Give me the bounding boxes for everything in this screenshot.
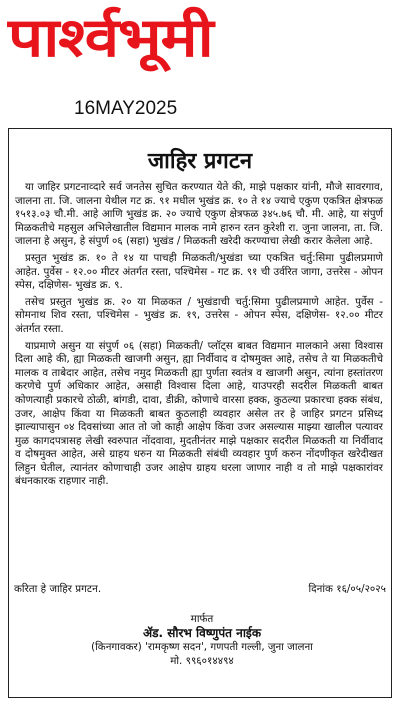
advocate-footer	[0, 612, 404, 668]
notice-title: जाहिर प्रगटन	[147, 148, 253, 174]
notice-paragraph: याप्रमाणे असुन या संपुर्ण ०६ (सहा) मिळकती/ प्लॉट्स बाबत विद्यमान मालकाने असा विश्वास दिला आहे की, ह्या मिळकती खाजगी असुन, ह्या निर्वीवाद व दोषमुक्त आहे, तसेच ते या मिळकतीचे मालक व ताबेदार आहेत, तसेच नमुद मिळकती ह्या पुर्णता स्वतंत्र व खाजगी असुन, त्यांना हस्तांतरण करणेचे पुर्ण अधिकार आहेत, असाही विश्वास दिला आहे, याउपरही सदरील मिळकती बाबत कोणत्याही प्रकारचे ठोळी, बांगडी, दावा, डीक्री, कोणाचे वारसा हक्क, कुठल्या प्रकारचा हक्क संबंध, उजर, आक्षेप किंवा या मिळकती बाबत कुठलाही व्यवहार असेल तर हे जाहिर प्रगटन प्रसिध्द झाल्यापासुन ०४ दिवसांच्या आत तो जो काही आक्षेप किंवा उजर असल्यास माझ्या खालील पत्यावर मुळ कागदपत्रासह लेखी स्वरुपात नोंदवावा, मुदतीनंतर माझे पक्षकार सदरील मिळकती या निर्वीवाद व दोषमुक्त आहेत, असे ग्राहय धरुन या मिळकती संबंधी व्यवहार पुर्ण करुन नोंदणीकृत खरेदीखत लिहुन घेतील, त्यानंतर कोणाचाही उजर आक्षेप ग्राहय धरला जाणार नाही व तो माझे पक्षकारांवर बंधनकारक राहणार नाही.	[15, 339, 383, 488]
closing-text: करिता हे जाहिर प्रगटन.	[14, 583, 102, 595]
advocate-mobile: मो. ९९६०१४४९४	[170, 655, 234, 667]
notice-paragraph: तसेच प्रस्तुत भुखंड क्र. २० या मिळकत / भुखंडाची चर्तु:सिमा पुढीलप्रमाणे आहेत. पुर्वेस - सोमनाथ शिव रस्ता, पश्चिमेस - भुखंड क्र. १९, उत्तरेस - ओपन स्पेस, दक्षिणेस- १२.०० मीटर अंतर्गत रस्ता.	[15, 295, 383, 335]
through-label: मार्फत	[190, 613, 214, 625]
notice-paragraph: या जाहिर प्रगटनाव्दारे सर्व जनतेस सुचित करण्यात येते की, माझे पक्षकार यांनी, मौजे सावरगाव, जालना ता. जि. जालना येथील गट क्र. ९१ मधील भुखंड क्र. १० ते १४ ज्याचे एकुण एकत्रित क्षेत्रफळ १५१३.०३ चौ.मी. आहे आणि भुखंड क्र. २० ज्याचे एकुण क्षेत्रफळ ३४५.७६ चौ. मी. आहे, या संपुर्ण मिळकतीचे महसुल अभिलेखातील विद्यमान मालक नामे हारुन रतन कुरेशी रा. जुना जालना, ता. जि. जालना हे असुन, हे संपुर्ण ०६ (सहा) भुखंड / मिळकती खरेदी करण्याचा लेखी करार केलेला आहे.	[15, 181, 383, 248]
notice-date: दिनांक १६/०५/२०२५	[308, 583, 386, 595]
notice-paragraph: प्रस्तुत भुखंड क्र. १० ते १४ या पाचही मिळकती/भुखंडा च्या एकत्रित चर्तु:सिमा पुढीलप्रमाणे आहेत. पुर्वेस - १२.०० मीटर अंतर्गत रस्ता, पश्चिमेस - गट क्र. ९१ ची उर्वरित जागा, उत्तरेस - ओपन स्पेस, दक्षिणेस- भुखंड क्र. ९.	[15, 251, 383, 292]
notice-closing	[14, 582, 386, 596]
masthead	[0, 0, 404, 119]
advocate-name: ॲड. सौरभ विष्णुपंत नाईक	[142, 626, 262, 640]
notice-body	[15, 181, 383, 492]
advocate-address: (किनगावकर) 'रामकृष्ण सदन', गणपती गल्ली, जुना जालना	[91, 641, 313, 653]
publication-date: 16MAY2025	[74, 98, 178, 119]
newspaper-logo: पार्श्वभूमी	[8, 6, 213, 69]
